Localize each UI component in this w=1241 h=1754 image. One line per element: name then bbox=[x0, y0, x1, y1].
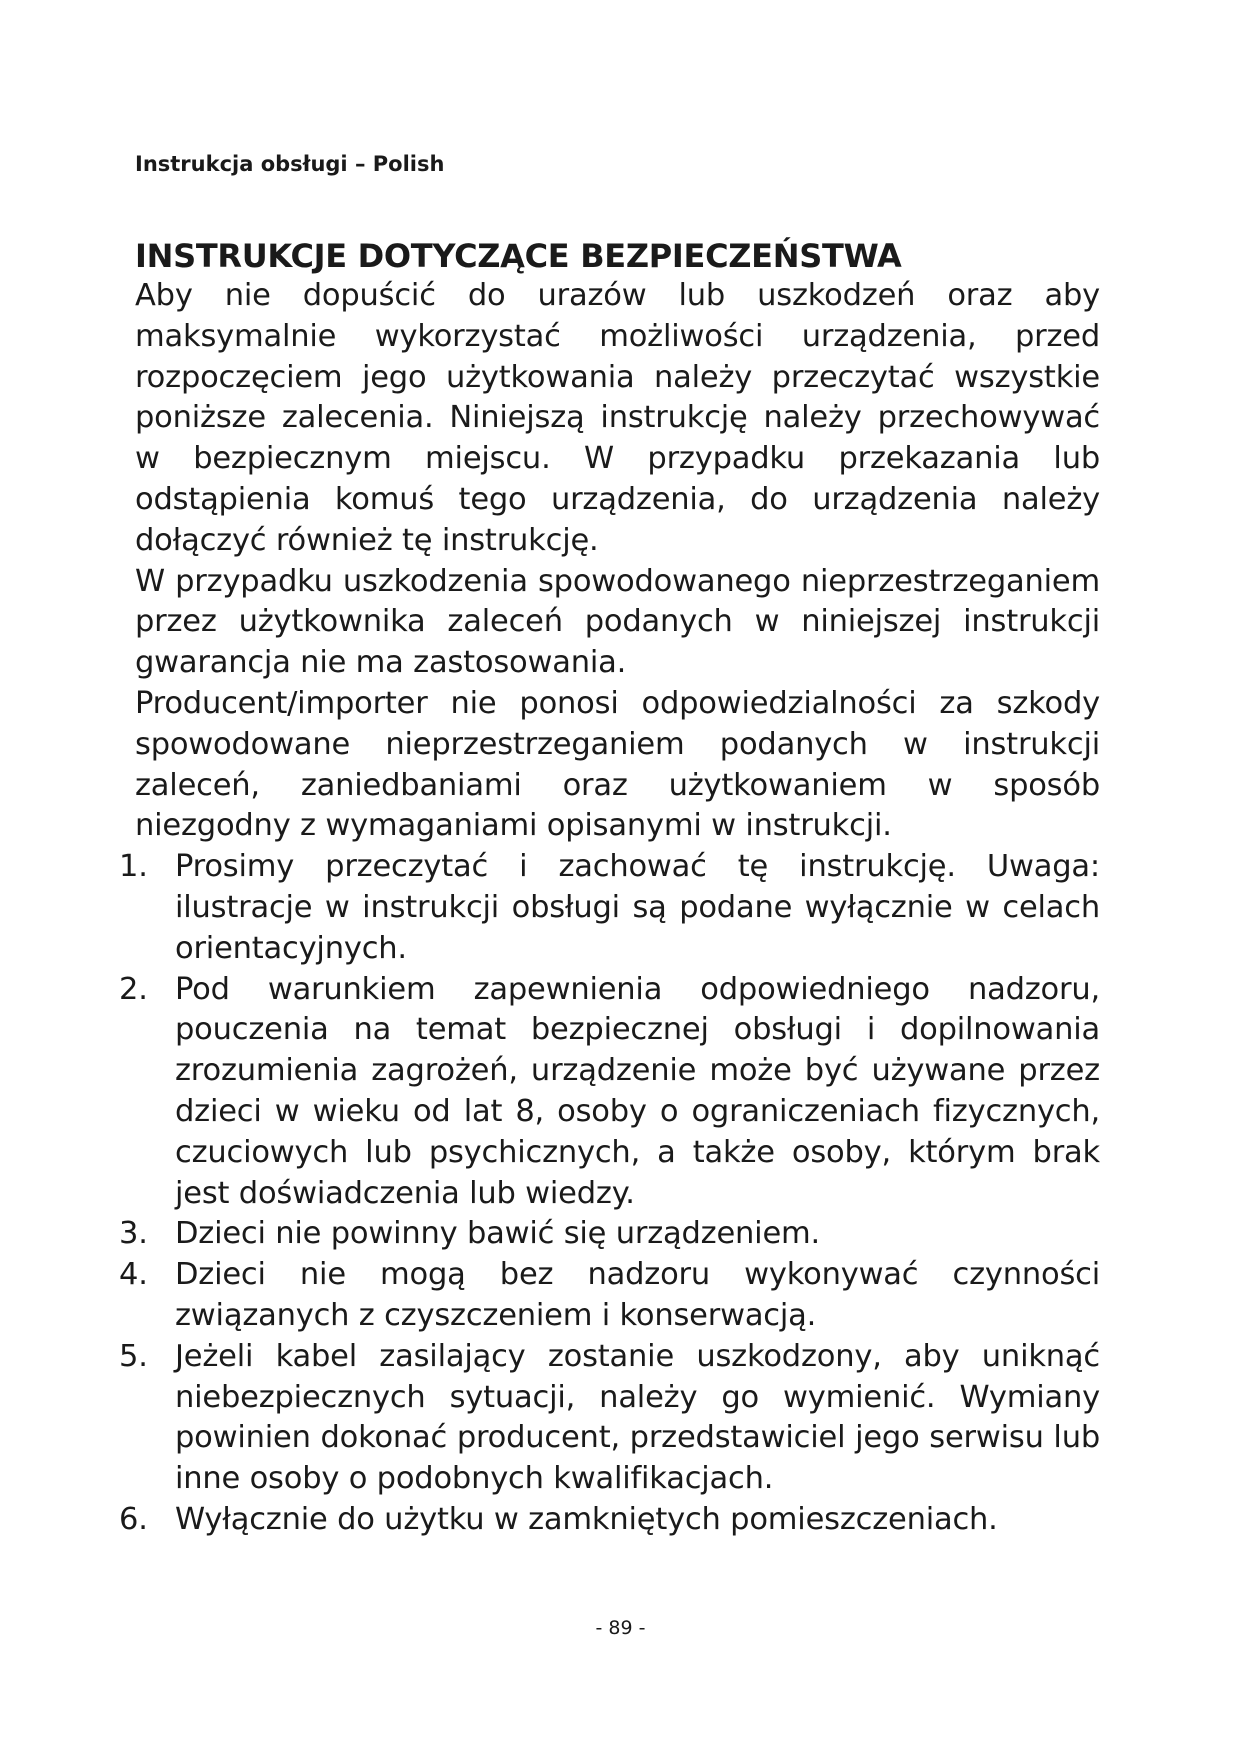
running-header: Instrukcja obsługi – Polish bbox=[135, 152, 445, 176]
list-item bbox=[119, 1500, 1100, 1541]
list-item-number: 5. bbox=[119, 1338, 148, 1374]
list-item bbox=[119, 1255, 1100, 1337]
warranty-paragraph: W przypadku uszkodzenia spowodowanego nieprzestrzeganiem przez użytkownika zaleceń podanych w niniejszej instrukcji gwarancja nie ma zastosowania. bbox=[135, 563, 1100, 681]
list-item-text: Dzieci nie mogą bez nadzoru wykonywać czynności związanych z czyszczeniem i konserwacją. bbox=[175, 1257, 1100, 1333]
page-number: - 89 - bbox=[595, 1617, 646, 1639]
list-item-text: Prosimy przeczytać i zachować tę instrukcję. Uwaga: ilustracje w instrukcji obsługi są podane wyłącznie w celach orientacyjnych. bbox=[175, 849, 1100, 966]
liability-paragraph: Producent/importer nie ponosi odpowiedzialności za szkody spowodowane nieprzestrzeganiem podanych w instrukcji zaleceń, zaniedbaniami oraz użytkowaniem w sposób niezgodny z wymaganiami opisanymi w instrukcji. bbox=[135, 685, 1100, 844]
list-item-number: 3. bbox=[119, 1216, 148, 1252]
main-content bbox=[119, 236, 1100, 1541]
list-item-number: 1. bbox=[119, 849, 148, 885]
list-item-number: 4. bbox=[119, 1257, 148, 1293]
intro-paragraph: Aby nie dopuścić do urazów lub uszkodzeń oraz aby maksymalnie wykorzystać możliwości urządzenia, przed rozpoczęciem jego użytkowania należy przeczytać wszystkie poniższe zalecenia. Niniejszą instrukcję należy przechowywać w bezpiecznym miejscu. W przypadku przekazania lub odstąpienia komuś tego urządzenia, do urządzenia należy dołączyć również tę instrukcję. bbox=[135, 278, 1100, 558]
list-item-text: Jeżeli kabel zasilający zostanie uszkodzony, aby uniknąć niebezpiecznych sytuacji, należy go wymienić. Wymiany powinien dokonać producent, przedstawiciel jego serwisu lub inne osoby o podobnych kwalifikacjach. bbox=[175, 1338, 1100, 1497]
list-item-text: Wyłącznie do użytku w zamkniętych pomieszczeniach. bbox=[175, 1501, 998, 1537]
section-title: INSTRUKCJE DOTYCZĄCE BEZPIECZEŃSTWA bbox=[135, 237, 902, 275]
list-item bbox=[119, 970, 1100, 1215]
list-item-text: Pod warunkiem zapewnienia odpowiedniego nadzoru, pouczenia na temat bezpiecznej obsługi i dopilnowania zrozumienia zagrożeń, urządzenie może być używane przez dzieci w wieku od lat 8, osoby o ograniczeniach fizycznych, czuciowych lub psychicznych, a także osoby, którym brak jest doświadczenia lub wiedzy. bbox=[175, 971, 1100, 1211]
list-item bbox=[119, 847, 1100, 969]
list-item bbox=[119, 1337, 1100, 1500]
list-item-text: Dzieci nie powinny bawić się urządzeniem. bbox=[175, 1216, 821, 1252]
list-item-number: 6. bbox=[119, 1501, 148, 1537]
list-item bbox=[119, 1214, 1100, 1255]
safety-list bbox=[119, 847, 1100, 1541]
list-item-number: 2. bbox=[119, 971, 148, 1007]
